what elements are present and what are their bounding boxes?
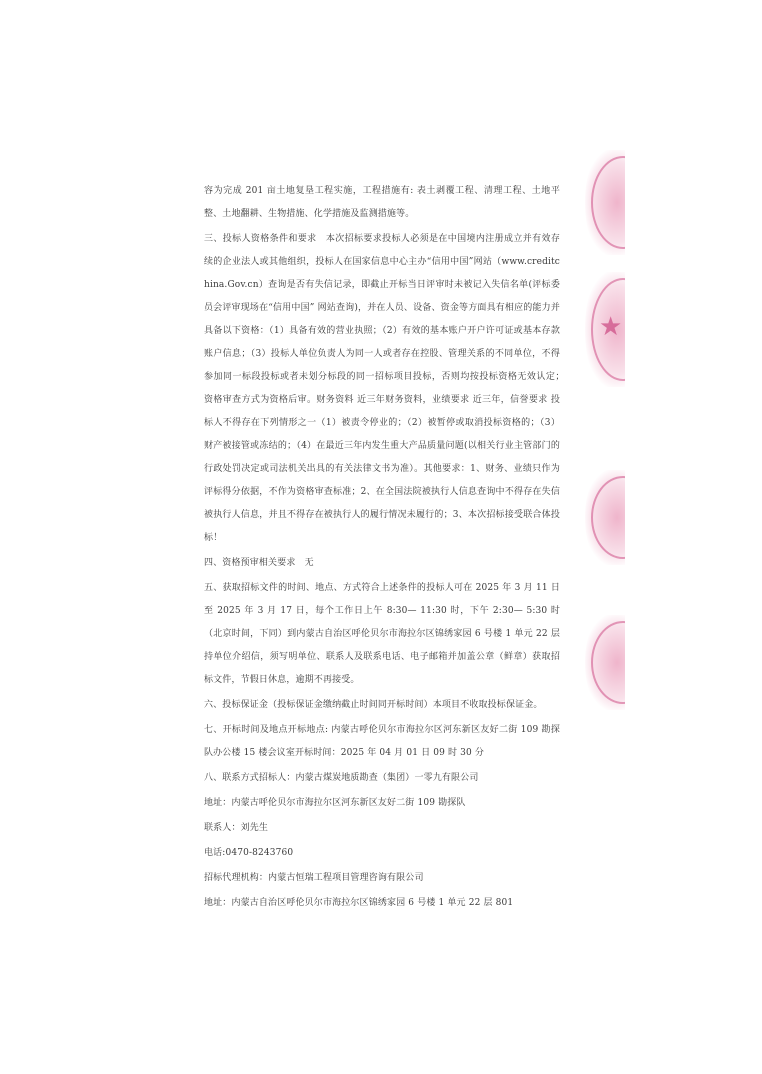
paragraph-bid-opening: 七、开标时间及地点开标地点: 内蒙古呼伦贝尔市海拉尔区河东新区友好二街 109 勘探队办公楼 15 楼会议室开标时间：2025 年 04 月 01 日 09 时 30 分 — [204, 725, 560, 758]
paragraph-agency: 招标代理机构：内蒙古恒瑞工程项目管理咨询有限公司 — [204, 873, 424, 883]
paragraph-bid-bond: 六、投标保证金（投标保证金缴纳截止时间同开标时间）本项目不收取投标保证金。 — [204, 700, 543, 710]
paragraph-contact-tenderer: 八、联系方式招标人：内蒙古煤炭地质勘查（集团）一零九有限公司 — [204, 773, 479, 783]
paragraph-project-scope: 容为完成 201 亩土地复垦工程实施，工程措施有: 表土剥覆工程、清理工程、土地平整、土地翻耕、生物措施、化学措施及监测措施等。 — [204, 186, 560, 219]
paragraph-prequalification: 四、资格预审相关要求 无 — [204, 558, 314, 568]
paragraph-agency-address: 地址：内蒙古自治区呼伦贝尔市海拉尔区锦绣家园 6 号楼 1 单元 22 层 801 — [204, 898, 514, 908]
paragraph-bidder-qualifications: 三、投标人资格条件和要求 本次招标要求投标人必须是在中国境内注册成立并有效存续的企业法人或其他组织，投标人在国家信息中心主办“信用中国”网站（www.creditchina.Gov.cn）查询是否有失信记录，即截止开标当日评审时未被记入失信名单(评标委员会评审现场在“信用中国” 网站查询)，并在人员、设备、资金等方面具有相应的能力并具备以下资格：（1）具备有效的营业执照；（2）有效的基本账户开户许可证或基本存款账户信息；（3）投标人单位负责人为同一人或者存在控股、管理关系的不同单位，不得参加同一标段投标或者未划分标段的同一招标项目投标，否则均按投标资格无效认定； 资格审查方式为资格后审。财务资料 近三年财务资料，业绩要求 近三年，信誉要求 投标人不得存在下列情形之一（1）被责令停业的；（2）被暂停或取消投标资格的；（3）财产被接管或冻结的；（4）在最近三年内发生重大产品质量问题(以相关行业主管部门的行政处罚决定或司法机关出具的有关法律文书为准）。其他要求：1、财务、业绩只作为评标得分依据，不作为资格审查标准；2、在全国法院被执行人信息查询中不得存在失信被执行人信息，并且不得存在被执行人的履行情况未履行的；3、本次招标接受联合体投标！ — [204, 234, 570, 543]
seal-stamp-top — [585, 150, 625, 255]
document-body — [204, 180, 570, 915]
paragraph-phone: 电话:0470-8243760 — [204, 848, 294, 858]
seal-stamp-middle: ★ — [585, 272, 625, 387]
paragraph-tenderer-address: 地址：内蒙古呼伦贝尔市海拉尔区河东新区友好二街 109 勘探队 — [204, 798, 466, 808]
seal-stamp-bottom — [585, 615, 625, 710]
paragraph-contact-person: 联系人：刘先生 — [204, 823, 269, 833]
seal-stamp-lower — [585, 470, 625, 565]
paragraph-obtain-documents: 五、获取招标文件的时间、地点、方式符合上述条件的投标人可在 2025 年 3 月 11 日至 2025 年 3 月 17 日，每个工作日上午 8:30— 11:30 时，下午 2:30— 5:30 时（北京时间，下同）到内蒙古自治区呼伦贝尔市海拉尔区锦绣家园 6 号楼 1 单元 22 层持单位介绍信，须写明单位、联系人及联系电话、电子邮箱并加盖公章（鲜章）获取招标文件，节假日休息，逾期不再接受。 — [204, 583, 560, 685]
